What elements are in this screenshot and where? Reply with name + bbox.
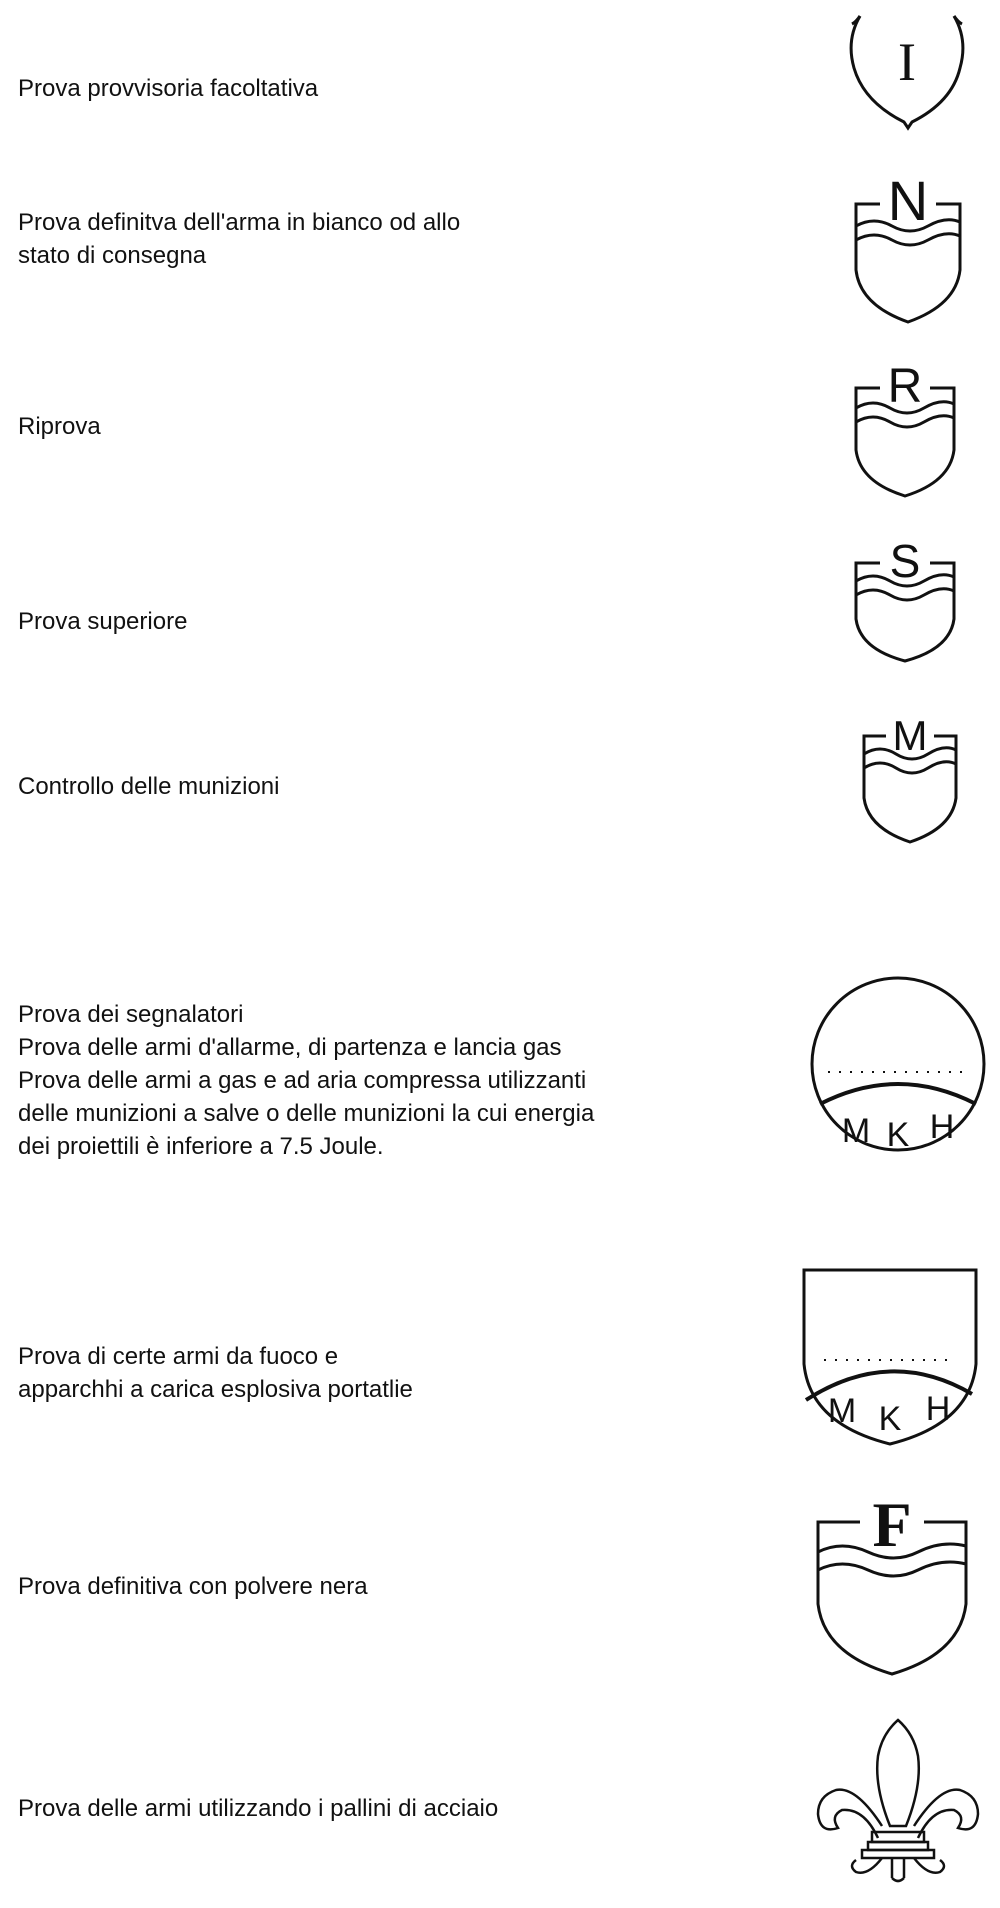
proof-mark-row	[0, 680, 1000, 855]
mark-letter: M	[892, 712, 928, 759]
wave-shield-mark	[852, 358, 958, 496]
mark-letter: F	[872, 1489, 912, 1560]
proof-mark-row	[0, 330, 1000, 505]
mark-description: Prova provvisoria facoltativa	[18, 75, 319, 102]
fleur-de-lis-icon	[812, 1716, 984, 1888]
mark-letter: M	[841, 1112, 871, 1150]
proof-mark-row	[0, 1470, 1000, 1680]
mark-letter: R	[887, 360, 923, 413]
shield-mkh-mark	[800, 1264, 980, 1446]
wave-shield-mark	[812, 1484, 972, 1674]
wave-shield-mark	[852, 170, 964, 322]
proof-mark-row	[0, 0, 1000, 140]
mark-description: Prova definitva dell'arma in bianco od allo stato di consegna	[18, 209, 461, 269]
mark-letter: S	[889, 535, 921, 587]
mark-description: Prova superiore	[18, 608, 188, 635]
mark-letter: K	[878, 1400, 902, 1438]
mark-description: Prova delle armi utilizzando i pallini di acciaio	[18, 1795, 499, 1822]
circle-mkh-mark	[808, 974, 988, 1154]
proof-mark-row	[0, 505, 1000, 680]
mark-description: Prova di certe armi da fuoco e apparchhi a carica esplosiva portatlie	[18, 1343, 413, 1403]
proof-mark-row	[0, 1680, 1000, 1908]
wave-shield-mark	[860, 712, 960, 842]
wave-shield-mark	[852, 537, 958, 661]
mark-description: Prova dei segnalatori Prova delle armi d'allarme, di partenza e lancia gas Prova delle armi a gas e ad aria compressa utilizzanti delle munizioni a salve o delle munizioni la cui energia dei proiettili è inferiore a 7.5 Joule.	[18, 1001, 595, 1160]
mark-description: Prova definitiva con polvere nera	[18, 1573, 368, 1600]
mark-letter: K	[886, 1116, 910, 1154]
round-shield-mark	[842, 10, 972, 128]
mark-description: Controllo delle munizioni	[18, 773, 280, 800]
mark-letter: M	[827, 1392, 857, 1430]
mark-description: Riprova	[18, 413, 101, 440]
proof-mark-row	[0, 1250, 1000, 1470]
mark-letter: I	[898, 32, 916, 92]
mark-letter: H	[925, 1390, 951, 1428]
mark-letter: N	[887, 169, 929, 232]
proof-mark-row	[0, 140, 1000, 330]
proof-mark-row	[0, 960, 1000, 1180]
mark-letter: H	[929, 1108, 955, 1146]
